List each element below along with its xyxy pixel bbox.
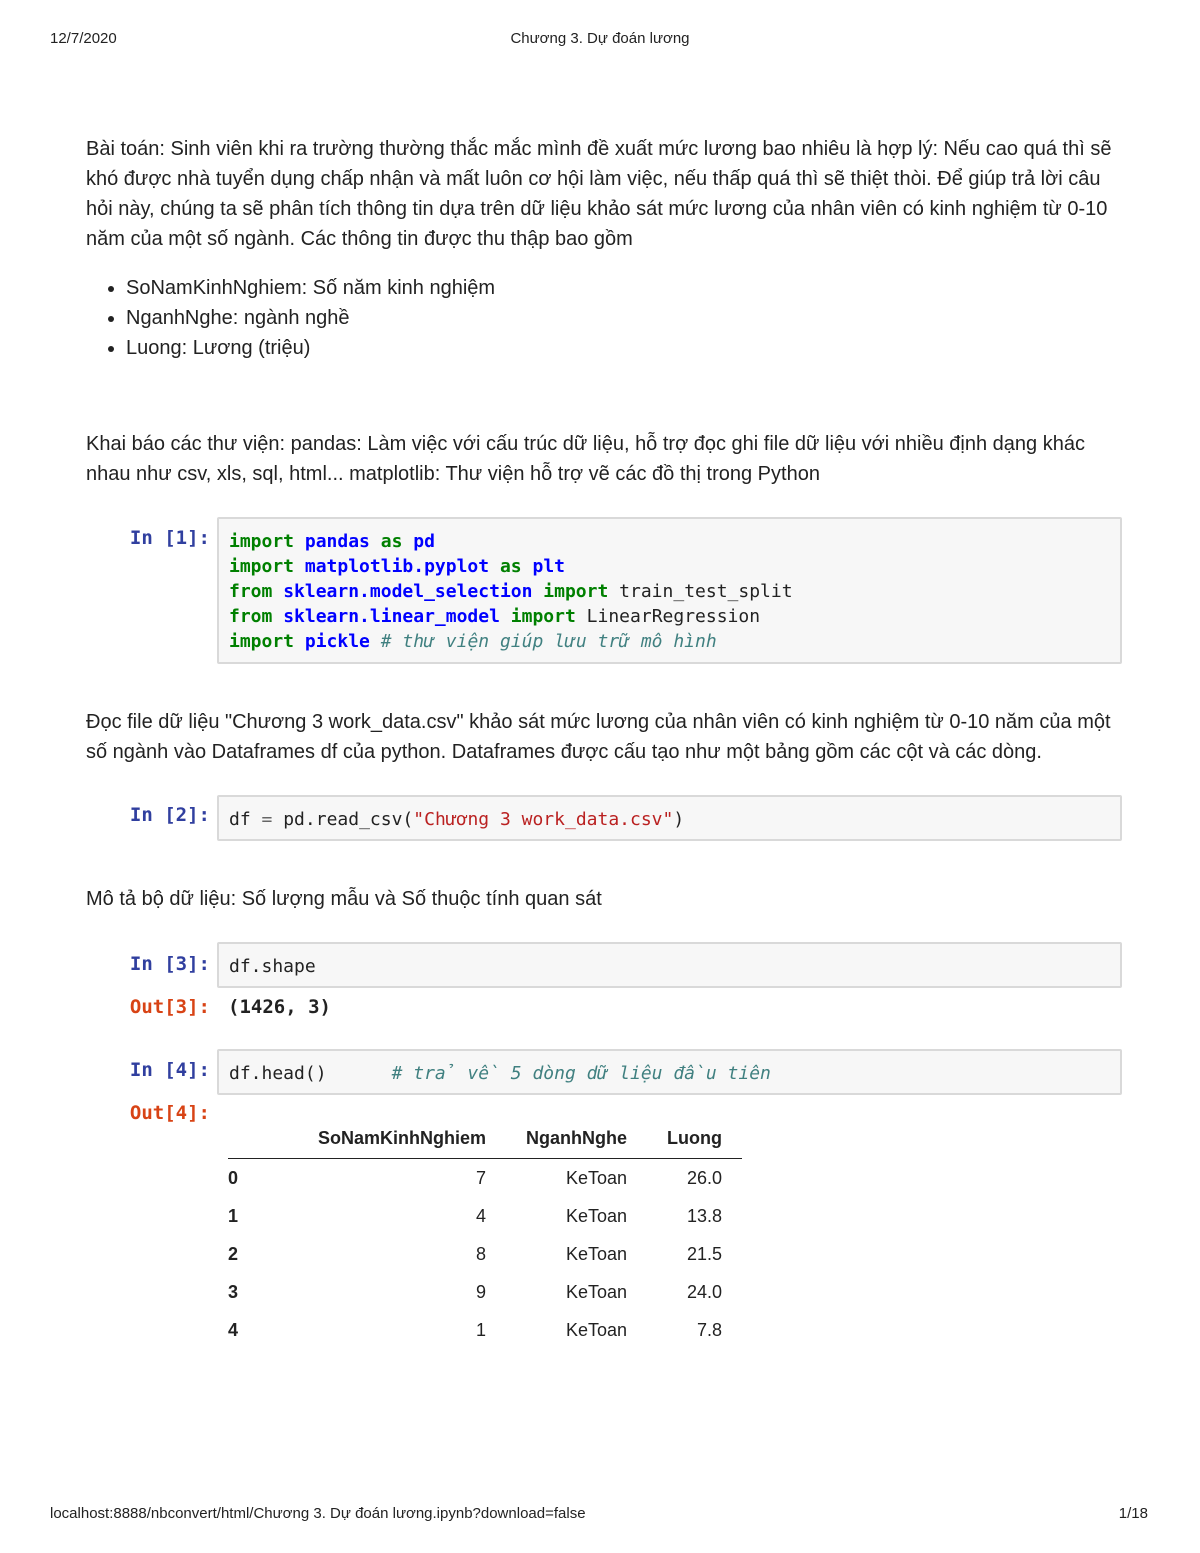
table-row — [228, 1197, 742, 1235]
table-cell: 24.0 — [686, 1281, 723, 1302]
column-header: NganhNghe — [506, 1118, 647, 1159]
print-date: 12/7/2020 — [50, 30, 117, 47]
code-keyword: import — [229, 531, 295, 552]
table-cell: KeToan — [565, 1243, 628, 1264]
list-item: • SoNamKinhNghiem: Số năm kinh nghiệm — [126, 273, 1126, 303]
code-keyword: as — [380, 531, 403, 552]
row-index: 4 — [228, 1319, 239, 1340]
describe-markdown — [86, 884, 1126, 914]
code-text: df.head() — [229, 1063, 327, 1084]
table-cell: 26.0 — [686, 1167, 723, 1188]
read-markdown — [86, 707, 1126, 767]
libraries-paragraph: Khai báo các thư viện: pandas: Làm việc với cấu trúc dữ liệu, hỗ trợ đọc ghi file dữ liệu với nhiều định dạng khác nhau như csv, xls, sql, html... matplotlib: Thư viện hỗ trợ vẽ các đồ thị trong Python — [86, 433, 1085, 485]
code-comment: # trả về 5 dòng dữ liệu đầu tiên — [391, 1063, 771, 1084]
list-item: • Luong: Lương (triệu) — [126, 333, 1126, 363]
code-module: sklearn.linear_model — [283, 606, 500, 627]
code-keyword: import — [510, 606, 576, 627]
code-cell-4[interactable] — [217, 1049, 1122, 1095]
code-cell-2[interactable] — [217, 795, 1122, 841]
code-module: matplotlib.pyplot — [304, 556, 490, 577]
code-keyword: as — [499, 556, 522, 577]
column-header: SoNamKinhNghiem — [298, 1118, 506, 1159]
code-cell-1[interactable] — [217, 517, 1122, 664]
table-cell: 21.5 — [686, 1243, 723, 1264]
output-prompt-4: Out[4]: — [129, 1102, 210, 1124]
table-header-row — [228, 1118, 742, 1159]
row-index: 0 — [228, 1167, 239, 1188]
intro-paragraph: Bài toán: Sinh viên khi ra trường thường thắc mắc mình đề xuất mức lương bao nhiêu là hợp lý: Nếu cao quá thì sẽ khó được nhà tuyển dụng chấp nhận và mất luôn cơ hội làm việc, nếu thấp quá thì sẽ thiệt thòi. Để giúp trả lời câu hỏi này, chúng ta sẽ phân tích thông tin dựa trên dữ liệu khảo sát mức lương của nhân viên có kinh nghiệm từ 0-10 năm của một số ngành. Các thông tin được thu thập bao gồm — [86, 138, 1112, 250]
input-prompt-3: In [3]: — [129, 953, 210, 975]
code-text: df.shape — [229, 956, 316, 977]
output-3: (1426, 3) — [228, 996, 331, 1018]
code-keyword: import — [229, 631, 295, 652]
input-prompt-4: In [4]: — [129, 1059, 210, 1081]
read-paragraph: Đọc file dữ liệu "Chương 3 work_data.csv" khảo sát mức lương của nhân viên có kinh nghiệm từ 0-10 năm của một số ngành vào Dataframes df của python. Dataframes được cấu tạo như một bảng gồm các cột và các dòng. — [86, 711, 1111, 763]
code-paren: ) — [673, 809, 685, 830]
page-number: 1/18 — [1118, 1505, 1148, 1522]
index-header — [228, 1118, 298, 1159]
input-prompt-2: In [2]: — [129, 804, 210, 826]
code-module: pickle — [304, 631, 370, 652]
table-row — [228, 1273, 742, 1311]
code-alias: pd — [413, 531, 435, 552]
table-row — [228, 1159, 742, 1198]
column-header: Luong — [647, 1118, 742, 1159]
code-operator: = — [261, 809, 273, 830]
row-index: 1 — [228, 1205, 239, 1226]
table-cell: KeToan — [565, 1167, 628, 1188]
table-cell: 4 — [476, 1205, 487, 1226]
libraries-markdown — [86, 429, 1126, 489]
table-row — [228, 1235, 742, 1273]
row-index: 3 — [228, 1281, 239, 1302]
table-cell: KeToan — [565, 1319, 628, 1340]
table-cell: 7.8 — [696, 1319, 723, 1340]
code-name: LinearRegression — [586, 606, 761, 627]
code-cell-3[interactable] — [217, 942, 1122, 988]
output-prompt-3: Out[3]: — [129, 996, 210, 1018]
code-alias: plt — [532, 556, 565, 577]
table-cell: KeToan — [565, 1205, 628, 1226]
print-url: localhost:8888/nbconvert/html/Chương 3. Dự đoán lương.ipynb?download=false — [50, 1505, 586, 1522]
table-cell: 1 — [476, 1319, 487, 1340]
code-name: train_test_split — [619, 581, 793, 602]
table-cell: 8 — [476, 1243, 487, 1264]
code-module: sklearn.model_selection — [283, 581, 533, 602]
code-var: df — [229, 809, 251, 830]
code-keyword: import — [543, 581, 609, 602]
table-cell: 13.8 — [686, 1205, 723, 1226]
code-keyword: from — [229, 606, 273, 627]
page-title: Chương 3. Dự đoán lương — [510, 30, 690, 47]
describe-paragraph: Mô tả bộ dữ liệu: Số lượng mẫu và Số thuộc tính quan sát — [86, 888, 602, 910]
intro-markdown — [86, 134, 1126, 363]
code-module: pandas — [304, 531, 370, 552]
code-keyword: from — [229, 581, 273, 602]
list-item: • NganhNghe: ngành nghề — [126, 303, 1126, 333]
row-index: 2 — [228, 1243, 239, 1264]
table-row — [228, 1311, 742, 1349]
table-cell: 9 — [476, 1281, 487, 1302]
table-cell: KeToan — [565, 1281, 628, 1302]
table-cell: 7 — [476, 1167, 487, 1188]
code-call: pd.read_csv( — [283, 809, 414, 830]
dataframe-table — [228, 1118, 742, 1349]
code-string: "Chương 3 work_data.csv" — [413, 809, 674, 830]
feature-list — [86, 273, 1126, 363]
code-keyword: import — [229, 556, 295, 577]
code-comment: # thư viện giúp lưu trữ mô hình — [380, 631, 717, 652]
input-prompt-1: In [1]: — [129, 527, 210, 549]
